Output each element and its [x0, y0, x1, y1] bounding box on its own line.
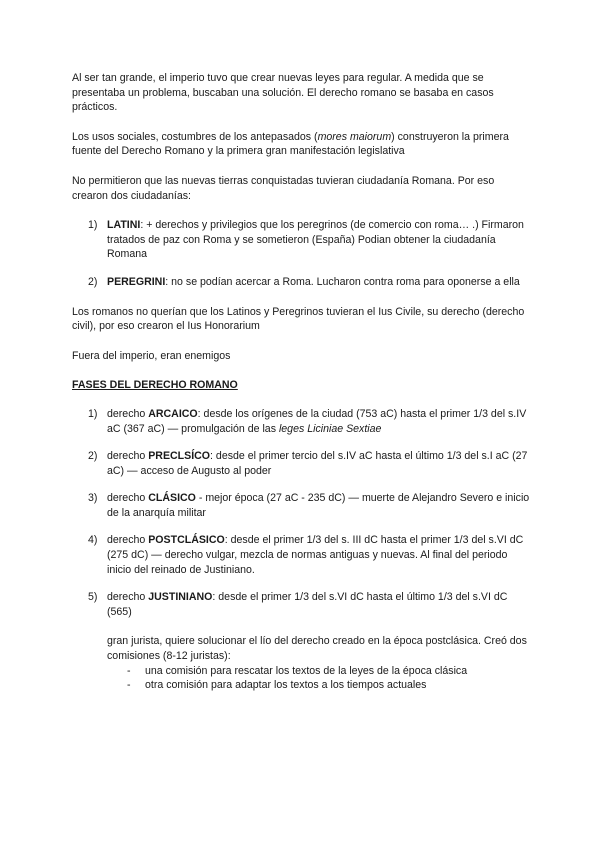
list-prefix: derecho — [107, 534, 149, 547]
mores-maiorum-term: mores maiorum — [317, 130, 392, 143]
fuera-paragraph: Fuera del imperio, eran enemigos — [72, 349, 231, 362]
dash-bullet: - — [127, 664, 131, 677]
list-term: JUSTINIANO — [148, 591, 213, 604]
list-text: - mejor época (27 aC - 235 dC) — muerte de Alejandro Severo e inicio de la anarquía militar — [107, 492, 530, 519]
list-number: 1) — [88, 219, 98, 232]
list-item — [72, 533, 532, 577]
list-number: 1) — [88, 407, 98, 420]
tierras-paragraph: No permitieron que las nuevas tierras conquistadas tuvieran ciudadanía Romana. Por eso crearon dos ciudadanías: — [72, 174, 495, 202]
list-number: 2) — [88, 450, 98, 463]
list-term: LATINI — [107, 219, 141, 232]
list-term: CLÁSICO — [148, 492, 196, 505]
list-text: : + derechos y privilegios que los peregrinos (de comercio con roma… .) Firmaron tratados de paz con Roma y se sometieron (España) Podian obtener la ciudadanía Romana — [107, 219, 524, 261]
list-text: : no se podían acercar a Roma. Lucharon contra roma para oponerse a ella — [165, 275, 520, 288]
list-term: ARCAICO — [148, 407, 198, 420]
ciudadanias-list — [72, 218, 532, 289]
usos-paragraph — [72, 130, 532, 159]
list-item — [72, 407, 532, 436]
list-text: : desde los orígenes de la ciudad (753 aC) hasta el primer 1/3 del s.IV aC (367 aC) — promulgación de las — [107, 407, 527, 435]
list-prefix: derecho — [107, 407, 149, 420]
list-term: POSTCLÁSICO — [148, 534, 225, 547]
list-text: otra comisión para adaptar los textos a los tiempos actuales — [145, 679, 427, 692]
list-prefix: derecho — [107, 591, 149, 604]
list-number: 3) — [88, 492, 98, 505]
list-item — [72, 275, 532, 290]
fases-list — [72, 407, 532, 620]
list-item — [127, 678, 532, 693]
list-number: 5) — [88, 591, 98, 604]
list-prefix: derecho — [107, 450, 149, 463]
list-term: PRECLSÍCO — [148, 450, 211, 463]
list-item — [72, 491, 532, 520]
leges-term: leges Liciniae Sextiae — [278, 422, 382, 435]
document-page — [72, 71, 532, 693]
intro-paragraph: Al ser tan grande, el imperio tuvo que crear nuevas leyes para regular. A medida que se presentaba un problema, buscaban una solución. El derecho romano se basaba en casos prácticos. — [72, 72, 494, 114]
section-heading: FASES DEL DERECHO ROMANO — [72, 379, 238, 392]
comisiones-list — [72, 664, 532, 693]
usos-text-after: ) construyeron la primera fuente del Derecho Romano y la primera gran manifestación legislativa — [72, 130, 509, 158]
list-term: PEREGRINI — [107, 275, 166, 288]
list-prefix: derecho — [107, 492, 149, 505]
list-number: 2) — [88, 275, 98, 288]
list-item — [72, 590, 532, 619]
romanos-paragraph: Los romanos no querían que los Latinos y Peregrinos tuvieran el Ius Civile, su derecho (derecho civil), por eso crearon el Ius Honorarium — [72, 305, 525, 333]
list-number: 4) — [88, 534, 98, 547]
dash-bullet: - — [127, 679, 131, 692]
list-text: : desde el primer tercio del s.IV aC hasta el último 1/3 del s.I aC (27 aC) — acceso de Augusto al poder — [107, 450, 528, 477]
usos-text-before: Los usos sociales, costumbres de los antepasados ( — [72, 130, 318, 143]
list-text: : desde el primer 1/3 del s. III dC hasta el primer 1/3 del s.VI dC (275 dC) — derecho vulgar, mezcla de normas antiguas y nuevas. Al final del periodo inicio del reinado de Justiniano. — [107, 534, 524, 576]
justiniano-note: gran jurista, quiere solucionar el lío del derecho creado en la época postclásica. Creó dos comisiones (8-12 juristas): — [107, 635, 527, 663]
list-text: una comisión para rescatar los textos de la leyes de la época clásica — [145, 664, 468, 677]
list-item — [72, 218, 532, 262]
list-text: : desde el primer 1/3 del s.VI dC hasta el último 1/3 del s.VI dC (565) — [107, 591, 508, 618]
list-item — [72, 449, 532, 478]
list-item — [127, 664, 532, 679]
